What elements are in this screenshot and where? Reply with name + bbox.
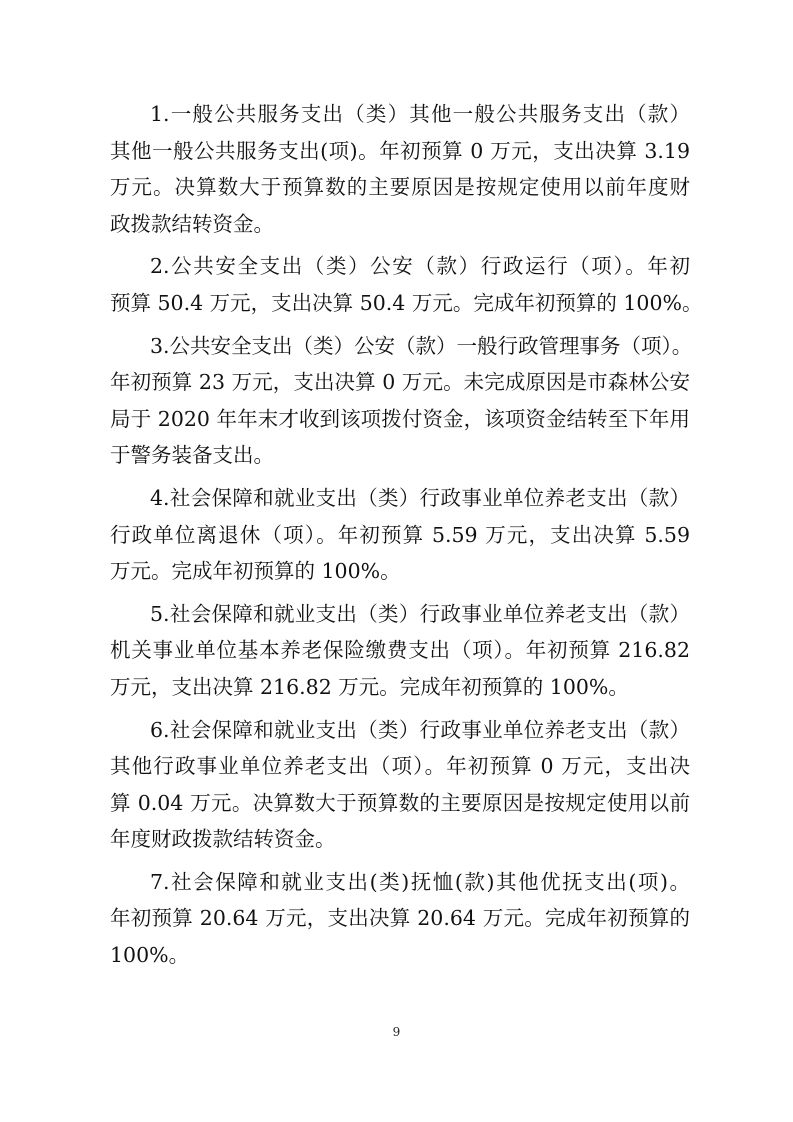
paragraph-line: 1.一般公共服务支出（类）其他一般公共服务支出（款）: [150, 102, 690, 126]
paragraph-7: [110, 864, 690, 974]
paragraph-line: 3.公共安全支出（类）公安（款）一般行政管理事务（项）。: [150, 333, 693, 358]
paragraph-line: 5.社会保障和就业支出（类）行政事业单位养老支出（款）: [150, 601, 690, 626]
paragraph-6: [110, 712, 690, 858]
paragraph-line: 于警务装备支出。: [110, 443, 274, 468]
paragraph-1: [110, 96, 690, 242]
paragraph-line: 其他行政事业单位养老支出（项）。年初预算 0 万元，支出决: [110, 754, 690, 779]
paragraph-line: 4.社会保障和就业支出（类）行政事业单位养老支出（款）: [150, 485, 690, 510]
paragraph-line: 算 0.04 万元。决算数大于预算数的主要原因是按规定使用以前: [110, 790, 690, 815]
paragraph-line: 100%。: [110, 943, 190, 968]
paragraph-5: [110, 596, 690, 706]
paragraph-line: 2.公共安全支出（类）公安（款）行政运行（项）。年初: [150, 254, 690, 279]
paragraph-line: 机关事业单位基本养老保险缴费支出（项）。年初预算 216.82: [110, 638, 690, 663]
paragraph-2: [110, 248, 703, 321]
paragraph-line: 年初预算 23 万元，支出决算 0 万元。未完成原因是市森林公安: [110, 370, 690, 395]
paragraph-line: 行政单位离退休（项）。年初预算 5.59 万元，支出决算 5.59: [110, 522, 690, 547]
paragraph-line: 6.社会保障和就业支出（类）行政事业单位养老支出（款）: [150, 717, 690, 742]
paragraph-line: 局于 2020 年年末才收到该项拨付资金，该项资金结转至下年用: [110, 406, 690, 431]
paragraph-line: 万元，支出决算 216.82 万元。完成年初预算的 100%。: [110, 674, 629, 699]
paragraph-line: 万元。决算数大于预算数的主要原因是按规定使用以前年度财: [110, 175, 690, 200]
paragraph-line: 年度财政拨款结转资金。: [110, 827, 336, 852]
document-body: [110, 96, 703, 980]
paragraph-line: 政拨款结转资金。: [110, 211, 274, 236]
paragraph-3: [110, 328, 693, 474]
paragraph-line: 年初预算 20.64 万元，支出决算 20.64 万元。完成年初预算的: [110, 906, 690, 931]
paragraph-4: [110, 480, 690, 590]
paragraph-line: 其他一般公共服务支出(项)。年初预算 0 万元，支出决算 3.19: [110, 138, 690, 163]
page-number: 9: [392, 1025, 401, 1039]
paragraph-line: 万元。完成年初预算的 100%。: [110, 559, 401, 584]
paragraph-line: 预算 50.4 万元，支出决算 50.4 万元。完成年初预算的 100%。: [110, 290, 703, 315]
paragraph-line: 7.社会保障和就业支出(类)抚恤(款)其他优抚支出(项)。: [150, 869, 690, 894]
